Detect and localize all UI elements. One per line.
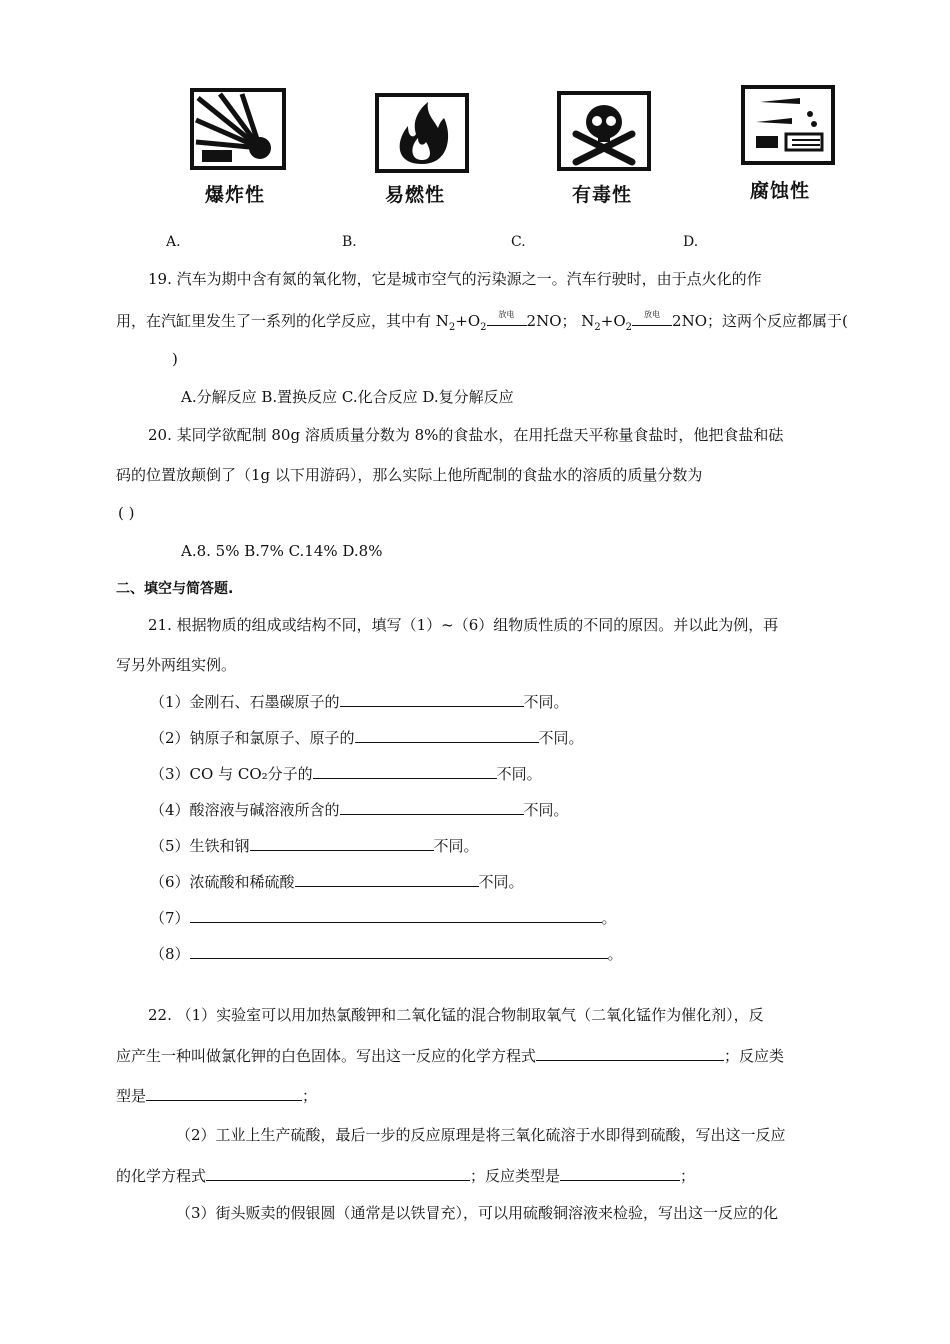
answer-blank[interactable] [313,762,497,779]
q21-item-2: （2）钠原子和氯原子、原子的 不同。 [150,726,584,748]
skull-icon [556,90,652,172]
q20-line2: 码的位置放颠倒了（1g 以下用游码），那么实际上他所配制的食盐水的溶质的质量分数为 [116,466,703,484]
option-d: D. [683,234,699,250]
q20-line3: ( ) [118,504,135,522]
q21-item-6: （6）浓硫酸和稀硫酸 不同。 [150,870,524,892]
answer-blank[interactable] [340,798,524,815]
answer-blank[interactable] [146,1084,302,1101]
option-c: C. [511,234,526,250]
q21-item-7: （7） 。 [150,906,617,928]
answer-blank[interactable] [340,690,524,707]
symbol-caption-a: 爆炸性 [205,184,266,206]
answer-blank[interactable] [206,1164,470,1181]
q19-line1: 19. 汽车为期中含有氮的氧化物，它是城市空气的污染源之一。汽车行驶时，由于点火化的作 [148,270,762,288]
symbol-caption-c: 有毒性 [572,184,633,206]
symbol-caption-d: 腐蚀性 [750,180,811,202]
q22-line6: （3）街头贩卖的假银圆（通常是以铁冒充），可以用硫酸铜溶液来检验，写出这一反应的化 [176,1204,779,1222]
option-b: B. [342,234,357,250]
q20-line1: 20. 某同学欲配制 80g 溶质质量分数为 8%的食盐水，在用托盘天平称量食盐时，他把食盐和砝 [148,426,784,444]
q22-line5: 的化学方程式 ；反应类型是 ； [116,1164,695,1186]
q21-item-1: （1）金刚石、石墨碳原子的 不同。 [150,690,569,712]
q20-options: A.8. 5% B.7% C.14% D.8% [181,542,383,560]
q21-item-8: （8） 。 [150,942,623,964]
q21-line1: 21. 根据物质的组成或结构不同，填写（1）~（6）组物质性质的不同的原因。并以此为例，再 [148,616,779,634]
q19-line3: ) [172,350,178,368]
option-a: A. [166,234,181,250]
answer-blank[interactable] [560,1164,680,1181]
answer-blank[interactable] [250,834,434,851]
answer-blank[interactable] [190,942,608,959]
q21-item-5: （5）生铁和钢 不同。 [150,834,479,856]
flame-icon [374,92,470,174]
answer-blank[interactable] [190,906,602,923]
q22-line1: 22. （1）实验室可以用加热氯酸钾和二氧化锰的混合物制取氧气（二氧化锰作为催化剂），反 [148,1006,764,1024]
answer-blank[interactable] [536,1044,724,1061]
q22-line4: （2）工业上生产硫酸，最后一步的反应原理是将三氧化硫溶于水即得到硫酸，写出这一反应 [176,1126,786,1144]
q19-line2: 用，在汽缸里发生了一系列的化学反应，其中有 $N_2+O_2$ 放电 2NO； $N_2+O_2$ 放电 2NO；这两个反应都属于( [116,310,848,333]
explosive-icon [190,88,286,170]
q21-item-4: （4）酸溶液与碱溶液所含的 不同。 [150,798,569,820]
q19-options: A.分解反应 B.置换反应 C.化合反应 D.复分解反应 [181,388,514,406]
q21-item-3: （3）CO 与 CO₂分子的 不同。 [150,762,542,784]
answer-blank[interactable] [295,870,479,887]
symbol-caption-b: 易燃性 [385,184,446,206]
section-title: 二、填空与简答题. [116,581,234,597]
q22-line3: 型是 ； [116,1084,317,1106]
answer-blank[interactable] [355,726,539,743]
q22-line2: 应产生一种叫做氯化钾的白色固体。写出这一反应的化学方程式 ；反应类 [116,1044,784,1066]
corrosive-icon [740,84,836,166]
q21-line2: 写另外两组实例。 [116,656,237,674]
